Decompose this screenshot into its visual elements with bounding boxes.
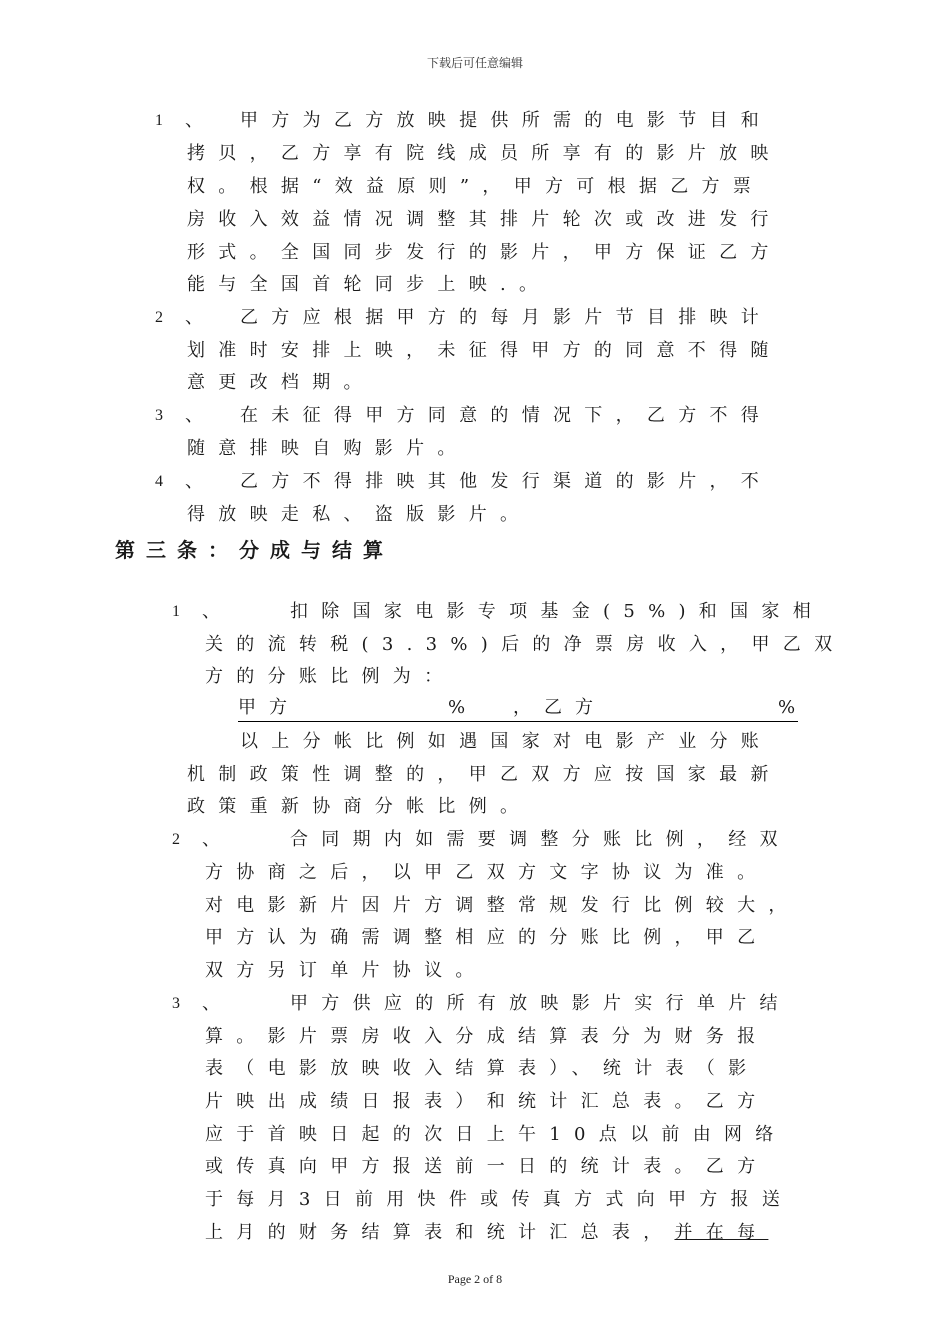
text-line: 随意排映自购影片。	[187, 438, 469, 459]
text-line: 甲方供应的所有放映影片实行单片结	[290, 993, 791, 1014]
text-line: 拷贝，乙方享有院线成员所享有的影片放映	[187, 143, 782, 164]
item-separator: 、	[185, 405, 203, 426]
item-separator: 、	[185, 110, 203, 131]
item-number: 3	[155, 407, 163, 424]
text-line: 方协商之后，以甲乙双方文字协议为准。	[205, 862, 769, 883]
text-line: 在未征得甲方同意的情况下，乙方不得	[240, 405, 773, 426]
item-separator: 、	[202, 993, 220, 1014]
underlined-text: 并在每	[674, 1222, 769, 1243]
item-separator: 、	[185, 307, 203, 328]
text-line: 应于首映日起的次日上午10点以前由网络	[205, 1124, 787, 1145]
text-line: 政策重新协商分帐比例。	[187, 796, 532, 817]
text-line: 片映出成绩日报表）和统计汇总表。乙方	[205, 1091, 769, 1112]
text-line: 以上分帐比例如遇国家对电影产业分账	[240, 731, 773, 752]
text-line: 意更改档期。	[187, 372, 375, 393]
item-separator: 、	[202, 601, 220, 622]
text-line: 甲方为乙方放映提供所需的电影节目和	[240, 110, 773, 131]
text-line: 权。根据“效益原则”，甲方可根据乙方票	[187, 176, 765, 197]
page-footer: Page 2 of 8	[447, 1272, 503, 1286]
party-b-percent: %	[778, 697, 796, 718]
item-number: 4	[155, 473, 163, 490]
text-line: 划准时安排上映，未征得甲方的同意不得随	[187, 340, 782, 361]
text-line: 甲方认为确需调整相应的分账比例，甲乙	[205, 927, 769, 948]
party-a-percent: %	[448, 697, 466, 718]
item-number: 2	[155, 309, 163, 326]
text-line	[205, 1222, 768, 1244]
section-heading: 第三条：分成与结算	[115, 538, 394, 562]
text-line: 扣除国家电影专项基金(5%)和国家相	[290, 601, 824, 622]
text-line: 乙方不得排映其他发行渠道的影片，不	[240, 471, 773, 492]
text-line: 对电影新片因片方调整常规发行比例较大，	[205, 895, 800, 916]
text-line: 得放映走私、盗版影片。	[187, 504, 532, 525]
ratio-line	[238, 697, 798, 722]
text-line: 合同期内如需要调整分账比例，经双	[290, 829, 791, 850]
text-line: 或传真向甲方报送前一日的统计表。乙方	[205, 1156, 769, 1177]
item-number: 2	[172, 831, 180, 848]
item-separator: 、	[202, 829, 220, 850]
text-line: 方的分账比例为：	[205, 666, 456, 687]
text-line: 算。影片票房收入分成结算表分为财务报	[205, 1026, 769, 1047]
item-number: 3	[172, 995, 180, 1012]
party-b-label: ，乙方	[513, 697, 606, 718]
text-line-main: 上月的财务结算表和统计汇总表，	[205, 1222, 675, 1243]
text-line: 乙方应根据甲方的每月影片节目排映计	[240, 307, 773, 328]
text-line: 于每月3日前用快件或传真方式向甲方报送	[205, 1189, 794, 1210]
page-header: 下载后可任意编辑	[426, 56, 523, 70]
text-line: 机制政策性调整的，甲乙双方应按国家最新	[187, 764, 782, 785]
text-line: 表（电影放映收入结算表）、统计表（影	[205, 1058, 760, 1079]
text-line: 房收入效益情况调整其排片轮次或改进发行	[187, 209, 782, 230]
item-separator: 、	[185, 471, 203, 492]
text-line: 能与全国首轮同步上映.。	[187, 274, 551, 295]
text-line: 双方另订单片协议。	[205, 960, 487, 981]
text-line: 关的流转税(3.3%)后的净票房收入，甲乙双	[205, 634, 846, 655]
text-line: 形式。全国同步发行的影片，甲方保证乙方	[187, 242, 782, 263]
item-number: 1	[172, 603, 180, 620]
item-number: 1	[155, 112, 163, 129]
party-a-label: 甲方	[238, 697, 300, 718]
